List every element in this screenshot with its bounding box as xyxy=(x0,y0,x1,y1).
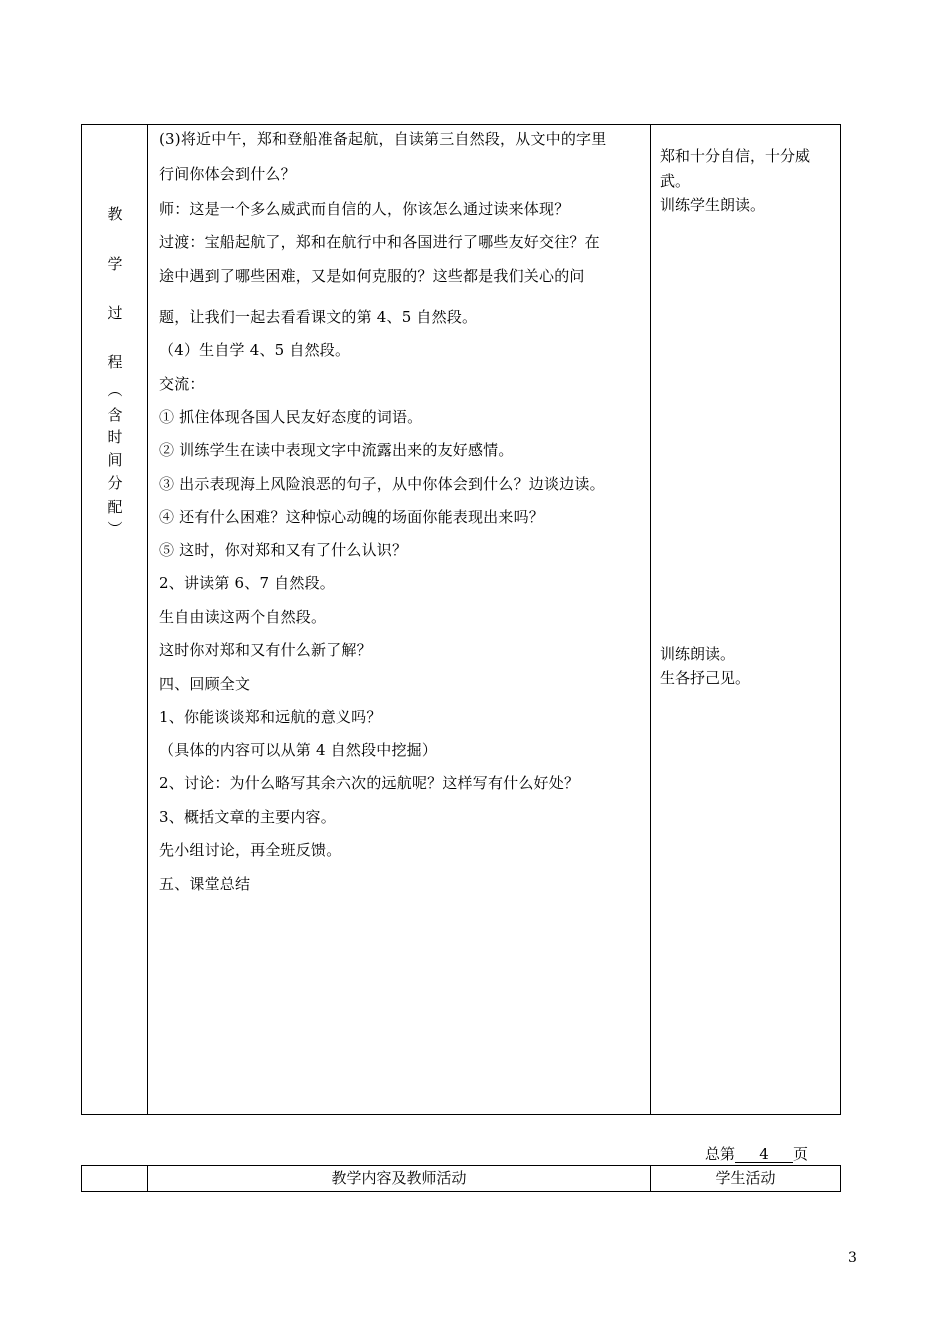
content-line: 2、讨论：为什么略写其余六次的远航呢？这样写有什么好处？ xyxy=(159,774,580,792)
next-table-header xyxy=(81,1165,841,1192)
content-line: (3)将近中午，郑和登船准备起航，自读第三自然段，从文中的字里 xyxy=(159,130,607,148)
label-char: 程 xyxy=(107,353,123,371)
student-line: 生各抒己见。 xyxy=(660,669,751,687)
label-char: 时 xyxy=(107,428,123,446)
content-line: ⑤ 这时，你对郑和又有了什么认识？ xyxy=(159,541,408,559)
student-line: 武。 xyxy=(660,172,691,190)
page-count-suffix: 页 xyxy=(793,1145,809,1163)
content-line: 交流： xyxy=(159,375,205,393)
page-count-prefix: 总第 xyxy=(705,1145,736,1163)
header-cell-empty xyxy=(82,1166,147,1191)
header-cell-student: 学生活动 xyxy=(715,1169,776,1187)
content-line: ③ 出示表现海上风险浪恶的句子，从中你体会到什么？边谈边读。 xyxy=(159,475,605,493)
content-line: 题，让我们一起去看看课文的第 4、5 自然段。 xyxy=(159,308,478,326)
page-count-number: 4 xyxy=(735,1147,793,1163)
page-number: 3 xyxy=(848,1250,857,1266)
content-line: ④ 还有什么困难？这种惊心动魄的场面你能表现出来吗？ xyxy=(159,508,544,526)
lesson-table xyxy=(81,124,841,1115)
content-line: 四、回顾全文 xyxy=(159,675,251,693)
content-line: 师：这是一个多么威武而自信的人，你该怎么通过读来体现？ xyxy=(159,200,570,218)
content-line: ② 训练学生在读中表现文字中流露出来的友好感情。 xyxy=(159,441,514,459)
content-line: （4）生自学 4、5 自然段。 xyxy=(159,341,351,359)
label-char: 含 xyxy=(107,406,123,424)
content-line: 五、课堂总结 xyxy=(159,875,251,893)
content-line: 1、你能谈谈郑和远航的意义吗？ xyxy=(159,708,382,726)
label-paren-close: ︶ xyxy=(107,520,123,538)
page-count xyxy=(705,1145,808,1163)
label-char: 配 xyxy=(107,498,123,516)
label-char: 间 xyxy=(107,451,123,469)
content-line: ① 抓住体现各国人民友好态度的词语。 xyxy=(159,408,423,426)
label-paren-open: ︵ xyxy=(107,381,123,399)
content-line: 2、讲读第 6、7 自然段。 xyxy=(159,574,335,592)
content-line: 这时你对郑和又有什么新了解？ xyxy=(159,641,372,659)
label-char: 分 xyxy=(107,474,123,492)
label-char: 学 xyxy=(107,255,123,273)
label-char: 教 xyxy=(107,205,123,223)
content-line: 生自由读这两个自然段。 xyxy=(159,608,327,626)
student-line: 郑和十分自信，十分威 xyxy=(660,147,811,165)
content-line: 行间你体会到什么？ xyxy=(159,165,296,183)
section-label xyxy=(82,125,148,1114)
student-line: 训练学生朗读。 xyxy=(660,196,766,214)
content-line: 先小组讨论，再全班反馈。 xyxy=(159,841,342,859)
header-cell-teacher: 教学内容及教师活动 xyxy=(331,1169,467,1187)
content-line: 途中遇到了哪些困难，又是如何克服的？这些都是我们关心的问 xyxy=(159,267,585,285)
content-line: 3、概括文章的主要内容。 xyxy=(159,808,336,826)
content-line: （具体的内容可以从第 4 自然段中挖掘） xyxy=(159,741,438,759)
content-line: 过渡：宝船起航了，郑和在航行中和各国进行了哪些友好交往？在 xyxy=(159,233,600,251)
column-divider-2 xyxy=(650,125,651,1114)
student-line: 训练朗读。 xyxy=(660,645,736,663)
label-char: 过 xyxy=(107,304,123,322)
